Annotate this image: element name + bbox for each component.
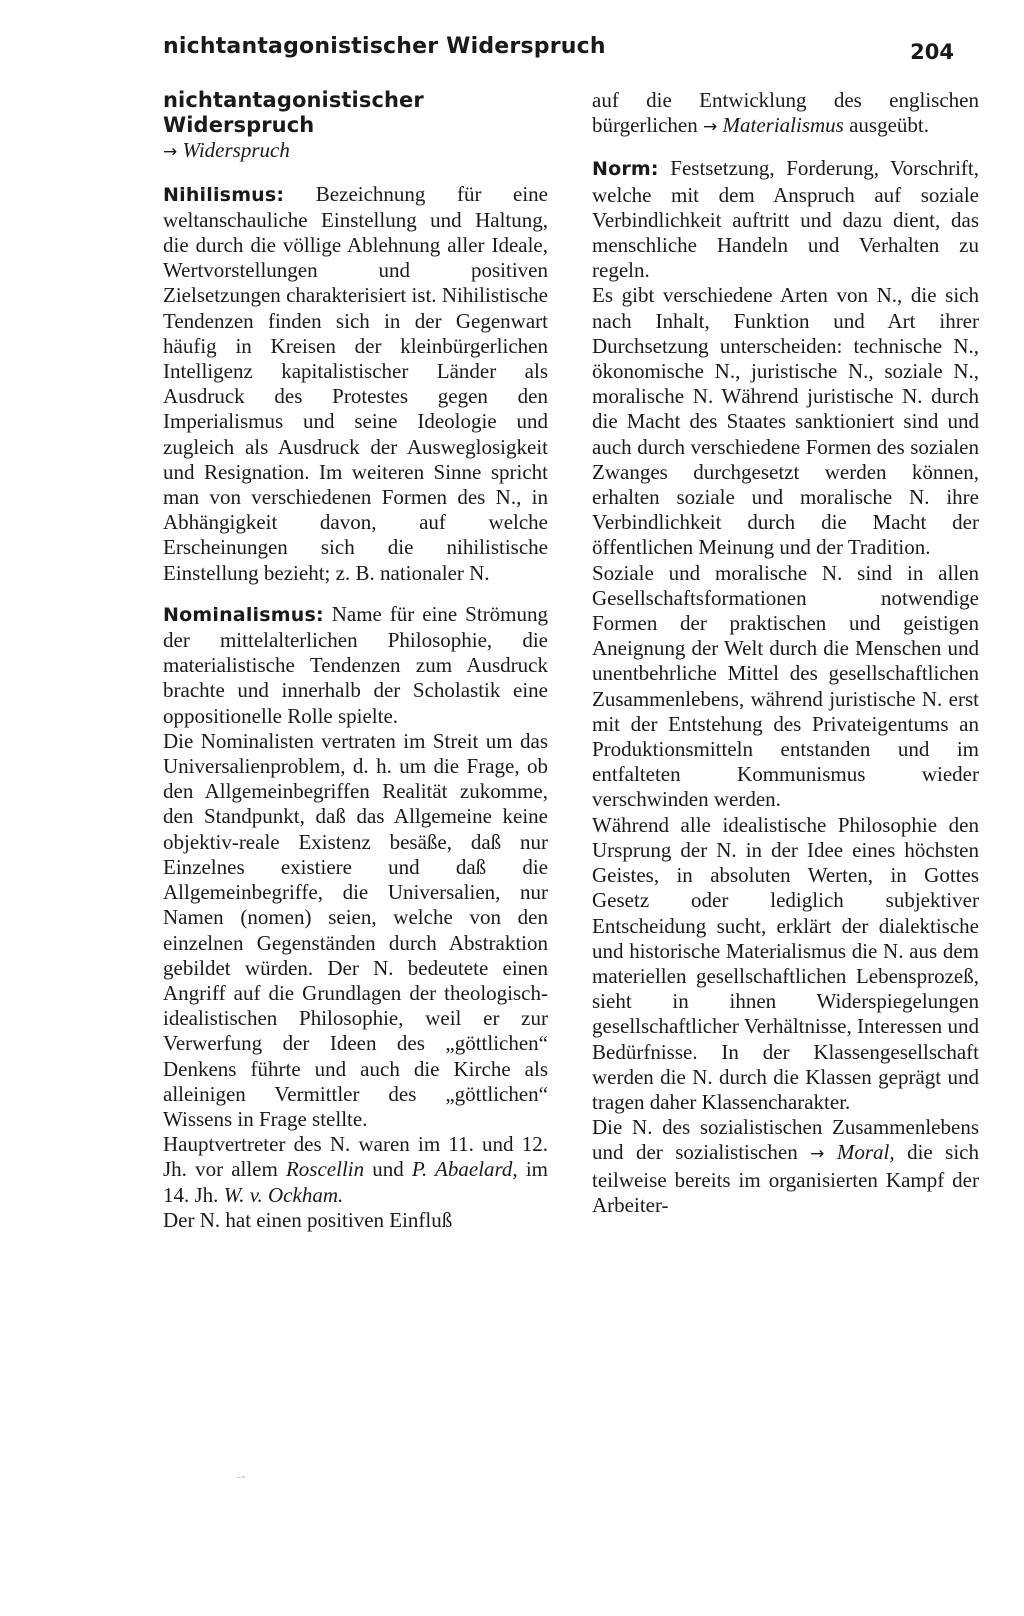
norm-paragraph-2: Es gibt verschiedene Arten von N., die sich nach Inhalt, Funktion und Art ihrer Durchsetzung unterscheiden: technische N., ökonomische N., juristische N., soziale N., moralische N. Während juristische N. durch die Macht des Staates sanktioniert sind und auch durch verschiedene Formen des sozialen Zwanges durchgesetzt werden können, erhalten soziale und moralische N. ihre Verbindlichkeit durch die Macht der öffentlichen Meinung und der Tradition.: [592, 283, 979, 560]
entry-norm: [592, 156, 979, 283]
name-abaelard: P. Abaelard,: [411, 1157, 518, 1182]
entry-nihilismus: [163, 182, 548, 586]
name-roscellin: Roscellin: [285, 1157, 365, 1182]
text-run: ausgeübt.: [843, 113, 929, 138]
printer-mark: ⁻⁼: [237, 1474, 246, 1483]
cross-ref-moral: Moral,: [836, 1140, 895, 1165]
norm-paragraph-4: Während alle idealistische Philosophie den Ursprung der N. in der Idee eines höchsten Geistes, in absoluten Werten, in Gottes Gesetz oder lediglich subjektiver Entscheidung sucht, erklärt der dialektische und historische Materialismus die N. aus dem materiellen gesellschaftlichen Lebensprozeß, sieht in ihnen Widerspiegelungen gesellschaftlicher Verhältnisse, Interessen und Bedürfnisse. In der Klassengesellschaft werden die N. durch die Klassen geprägt und tragen daher Klassencharakter.: [592, 812, 979, 1114]
text-run: und: [364, 1157, 412, 1182]
entry-widerspruch: [163, 88, 548, 166]
name-ockham: W. v. Ockham.: [223, 1182, 344, 1207]
text-run: die sich teilweise bereits im organisierten Kampf der Arbeiter-: [592, 1140, 979, 1217]
text-run: im 14. Jh.: [163, 1157, 548, 1207]
text-run: Die N. des sozialistischen Zusammenlebens und der sozialistischen: [592, 1115, 979, 1165]
right-column: [592, 88, 979, 1218]
entry-nominalismus: [163, 602, 548, 729]
norm-paragraph-5: [592, 1115, 979, 1218]
running-head: nichtantagonistischer Widerspruch: [163, 34, 606, 59]
nominalismus-text: Name für eine Strömung der mittelalterlichen Philosophie, die materialistische Tendenzen zum Ausdruck brachte und innerhalb der Scholastik eine oppositionelle Rolle spielte.: [163, 601, 549, 728]
cross-ref-arrow: →: [163, 142, 178, 163]
cross-ref-arrow: →: [703, 117, 718, 138]
text-run: Hauptvertreter des N. waren im 11. und 12. Jh. vor allem: [163, 1132, 548, 1182]
nominalismus-paragraph-3: [163, 1132, 548, 1208]
cross-ref-materialismus: Materialismus: [722, 113, 844, 138]
norm-paragraph-3: Soziale und moralische N. sind in allen Gesellschaftsformationen notwendige Formen der praktischen und geistigen Aneignung der Welt durch die Menschen und unentbehrliche Mittel des gesellschaftlichen Zusammenlebens, während juristische N. erst mit der Entstehung des Privateigentums an Produktionsmitteln entstanden und im entfalteten Kommunismus wieder verschwinden werden.: [592, 560, 979, 812]
lemma-norm: Norm:: [592, 158, 659, 181]
nihilismus-text: Bezeichnung für eine weltanschauliche Einstellung und Haltung, die durch die völlige Ablehnung aller Ideale, Wertvorstellungen und positiven Zielsetzungen charakterisiert ist. Nihilistische Tendenzen finden sich in der Gegenwart häufig in Kreisen der kleinbürgerlichen Intelligenz kapitalistischer Länder als Ausdruck des Protestes gegen den Imperialismus und seine Ideologie und zugleich als Ausdruck der Ausweglosigkeit und Resignation. Im weiteren Sinne spricht man von verschiedenen Formen des N., in Abhängigkeit davon, auf welche Erscheinungen sich die nihilistische Einstellung bezieht; z. B. nationaler N.: [163, 181, 548, 585]
page-number: 204: [910, 40, 954, 64]
left-column: [163, 88, 548, 1233]
lemma-nihilismus: Nihilismus:: [163, 183, 285, 206]
norm-text: Festsetzung, Forderung, Vorschrift, welche mit dem Anspruch auf soziale Verbindlichkeit auftritt und dazu dient, das menschliche Handeln und Verhalten zu regeln.: [592, 156, 979, 283]
nominalismus-paragraph-2: Die Nominalisten vertraten im Streit um das Universalienproblem, d. h. um die Frage, ob den Allgemeinbegriffen Realität zukomme, den Standpunkt, daß das Allgemeine keine objektiv-reale Existenz besäße, daß nur Einzelnes existiere und daß die Allgemeinbegriffe, die Universalien, nur Namen (nomen) seien, welche von den einzelnen Gegenständen durch Abstraktion gebildet würden. Der N. bedeutete einen Angriff auf die Grundlagen der theologisch-idealistischen Philosophie, weil er zur Verwerfung der Ideen des „göttlichen“ Denkens führte und auch die Kirche als alleinigen Vermittler des „göttlichen“ Wissens in Frage stellte.: [163, 728, 548, 1131]
continued-text: [592, 88, 979, 140]
text-run: auf die Entwicklung des englischen bürgerlichen: [592, 88, 979, 138]
cross-ref-arrow: →: [810, 1144, 825, 1165]
nominalismus-paragraph-4: Der N. hat einen positiven Einfluß: [163, 1207, 453, 1232]
cross-ref-widerspruch: Widerspruch: [182, 138, 290, 163]
lemma-nominalismus: Nominalismus:: [163, 603, 324, 626]
lemma-nichtantagonistischer: nichtantagonistischer Widerspruch: [163, 88, 424, 138]
